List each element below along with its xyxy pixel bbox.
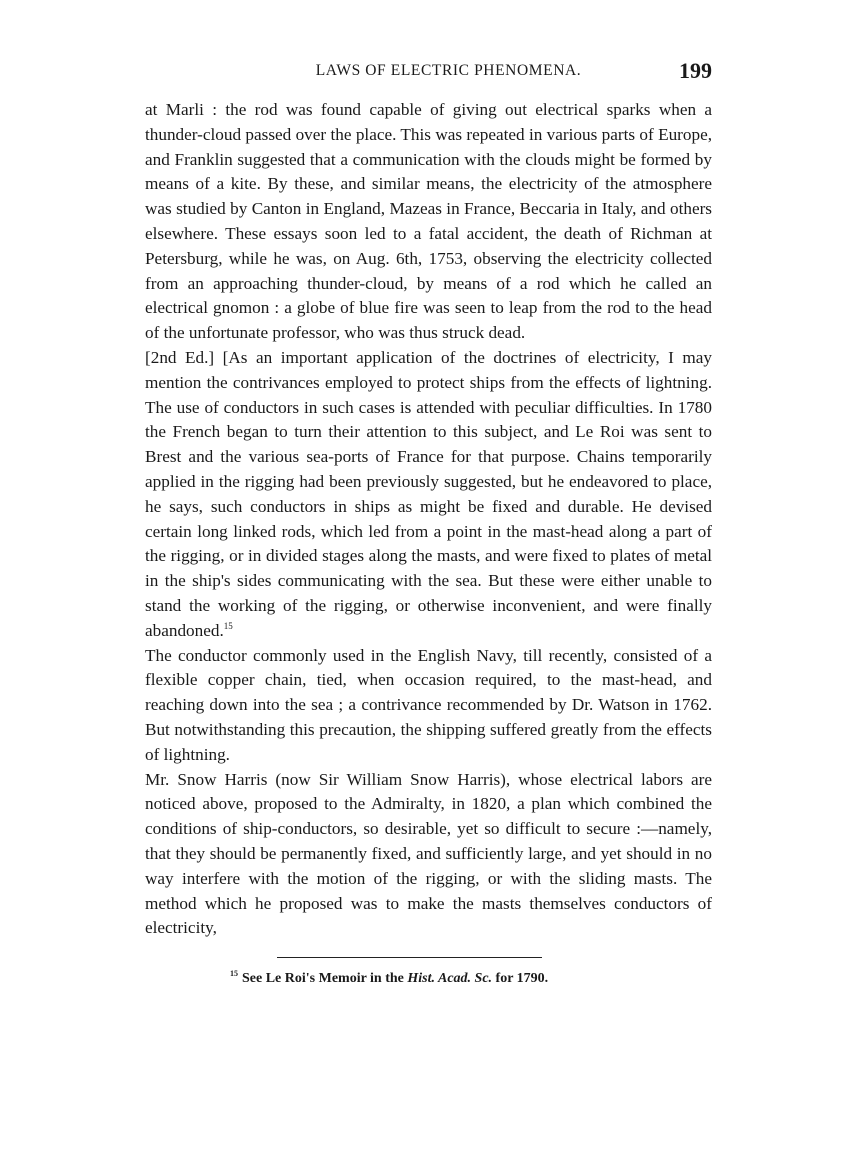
footnote-text: See Le Roi's Memoir in the <box>242 971 404 987</box>
book-page <box>145 58 712 988</box>
footnote-text-end: for 1790. <box>495 971 549 987</box>
footnote-divider <box>277 957 542 958</box>
paragraph <box>145 644 712 768</box>
page-number: 199 <box>679 58 712 83</box>
paragraph-text: at Marli : the rod was found capable of giving out electrical sparks when a thunder-cloud passed over the place. This was repeated in various parts of Europe, and Franklin suggested that a communication with the clouds might be formed by means of a kite. By these, and similar means, the electricity of the atmosphere was studied by Canton in England, Mazeas in France, Beccaria in Italy, and others elsewhere. These essays soon led to a fatal accident, the death of Richman at Petersburg, while he was, on Aug. 6th, 1753, observing the electricity collected from an approaching thunder-cloud, by means of a rod which he called an electrical gnomon : a globe of blue fire was seen to leap from the rod to the head of the unfortunate professor, who was thus struck dead. <box>145 100 712 343</box>
footnote-reference[interactable]: 15 <box>223 620 233 631</box>
footnote <box>230 970 712 988</box>
footnote-mark: 15 <box>230 969 238 979</box>
paragraph <box>145 346 712 644</box>
body-text <box>145 98 712 941</box>
paragraph-text: [2nd Ed.] [As an important application of the doctrines of electricity, I may mention the contrivances employed to protect ships from the effects of lightning. The use of conductors in such cases is attended with peculiar difficulties. In 1780 the French began to turn their attention to this subject, and Le Roi was sent to Brest and the various sea-ports of France for that purpose. Chains temporarily applied in the rigging had been previously suggested, but he endeavored to place, he says, such conductors in ships as might be fixed and durable. He devised certain long linked rods, which led from a point in the mast-head along a part of the rigging, or in divided stages along the masts, and were fixed to plates of metal in the ship's sides communicating with the sea. But these were either unable to stand the working of the rigging, or otherwise inconvenient, and were finally abandoned. <box>145 347 712 640</box>
paragraph-text: The conductor commonly used in the English Navy, till recently, consisted of a flexible copper chain, tied, when occasion required, to the mast-head, and reaching down into the sea ; a contrivance recommended by Dr. Watson in 1762. But notwithstanding this precaution, the shipping suffered greatly from the effects of lightning. <box>145 645 712 764</box>
footnote-citation: Hist. Acad. Sc. <box>407 971 493 987</box>
running-head <box>145 58 712 92</box>
paragraph-text: Mr. Snow Harris (now Sir William Snow Harris), whose electrical labors are noticed above, proposed to the Admiralty, in 1820, a plan which combined the conditions of ship-conductors, so desirable, yet so difficult to secure :—namely, that they should be permanently fixed, and sufficiently large, and yet should in no way interfere with the motion of the rigging, or with the sliding masts. The method which he proposed was to make the masts themselves conductors of electricity, <box>145 769 712 938</box>
running-title: LAWS OF ELECTRIC PHENOMENA. <box>315 62 582 79</box>
paragraph <box>145 768 712 942</box>
paragraph <box>145 98 712 346</box>
